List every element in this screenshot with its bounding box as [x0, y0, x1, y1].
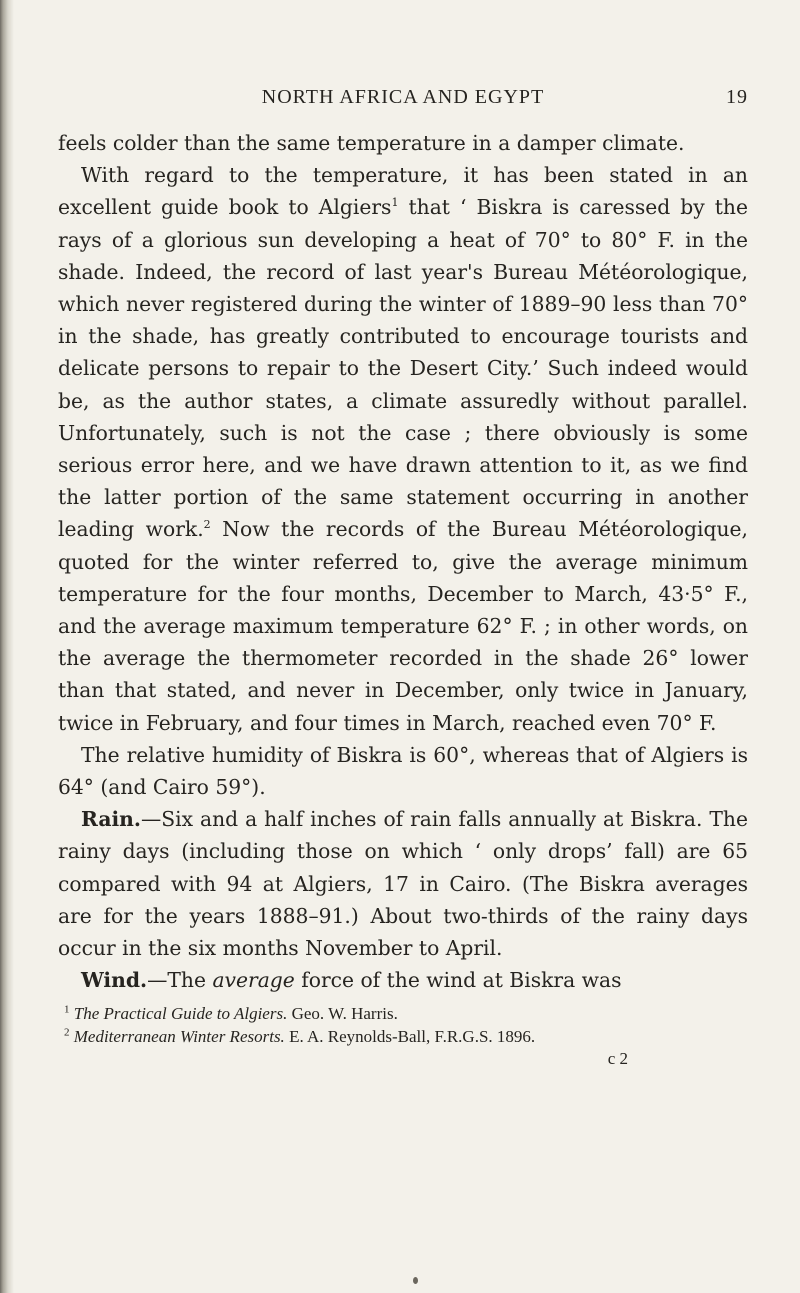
paragraph-continuation: [58, 127, 748, 159]
paragraph-wind: [58, 964, 748, 996]
body-text: [58, 127, 748, 996]
paragraph-humidity: [58, 739, 748, 803]
page-header: [58, 78, 748, 118]
paragraph-text: that ‘ Biskra is caressed by the rays of a glorious sun developing a heat of 70° to 80° F. in the shade. Indeed, the record of last year's Bureau Météorologique, which never registered during the winter of 1889–90 less than 70° in the shade, has greatly contributed to encourage tourists and delicate persons to repair to the Desert City.’ Such indeed would be, as the author states, a climate assuredly without parallel. Unfortunately, such is not the case ; there obviously is some serious error here, and we have drawn attention to it, as we find the latter portion of the same statement occurring in another leading work.: [58, 195, 748, 542]
paragraph-rain: [58, 803, 748, 964]
footnote-1: [58, 1002, 748, 1025]
footnotes: [58, 1002, 748, 1048]
footnote-ref-2: 2: [203, 518, 211, 532]
paragraph-text: Now the records of the Bureau Météorologique, quoted for the winter referred to, give the average minimum temperature for the four months, December to March, 43·5° F., and the average maximum temperature 62° F. ; in other words, on the average the thermometer recorded in the shade 26° lower than that stated, and never in December, only twice in January, twice in February, and four times in March, reached even 70° F.: [58, 517, 748, 735]
page-number: 19: [726, 86, 748, 108]
paragraph-text: —The: [147, 968, 213, 993]
paragraph-text: The relative humidity of Biskra is 60°, whereas that of Algiers is 64° (and Cairo 59°).: [58, 742, 748, 800]
footnote-author: E. A. Reynolds-Ball, F.R.G.S. 1896.: [284, 1027, 536, 1047]
running-head: NORTH AFRICA AND EGYPT: [261, 86, 545, 108]
footnote-mark: 1: [64, 1003, 70, 1016]
paper-speck: [413, 1277, 418, 1284]
footnote-mark: 2: [64, 1026, 70, 1039]
emphasis-text: average: [212, 968, 295, 993]
paragraph-temperature: [58, 159, 748, 739]
paragraph-text: With regard to the temperature, it has been stated in an excellent guide book to Algiers: [58, 163, 748, 220]
footnote-ref-1: 1: [391, 196, 399, 210]
book-page: [58, 78, 748, 1070]
paragraph-text: feels colder than the same temperature in a damper climate.: [58, 131, 685, 155]
paragraph-text: —Six and a half inches of rain falls annually at Biskra. The rainy days (including those on which ‘ only drops’ fall) are 65 compared with 94 at Algiers, 17 in Cairo. (The Biskra averages are for the years 1888–91.) About two-thirds of the rainy days occur in the six months November to April.: [58, 807, 748, 961]
footnote-title: The Practical Guide to Algiers.: [73, 1004, 288, 1024]
footnote-title: Mediterranean Winter Resorts.: [73, 1027, 285, 1047]
section-run-head-rain: Rain.: [81, 807, 141, 832]
paragraph-text: force of the wind at Biskra was: [294, 968, 622, 993]
page-left-edge-shadow: [0, 0, 14, 1293]
footnote-author: Geo. W. Harris.: [287, 1004, 398, 1024]
footnote-2: [58, 1025, 748, 1048]
signature-mark: c 2: [607, 1049, 628, 1069]
section-run-head-wind: Wind.: [81, 968, 148, 993]
